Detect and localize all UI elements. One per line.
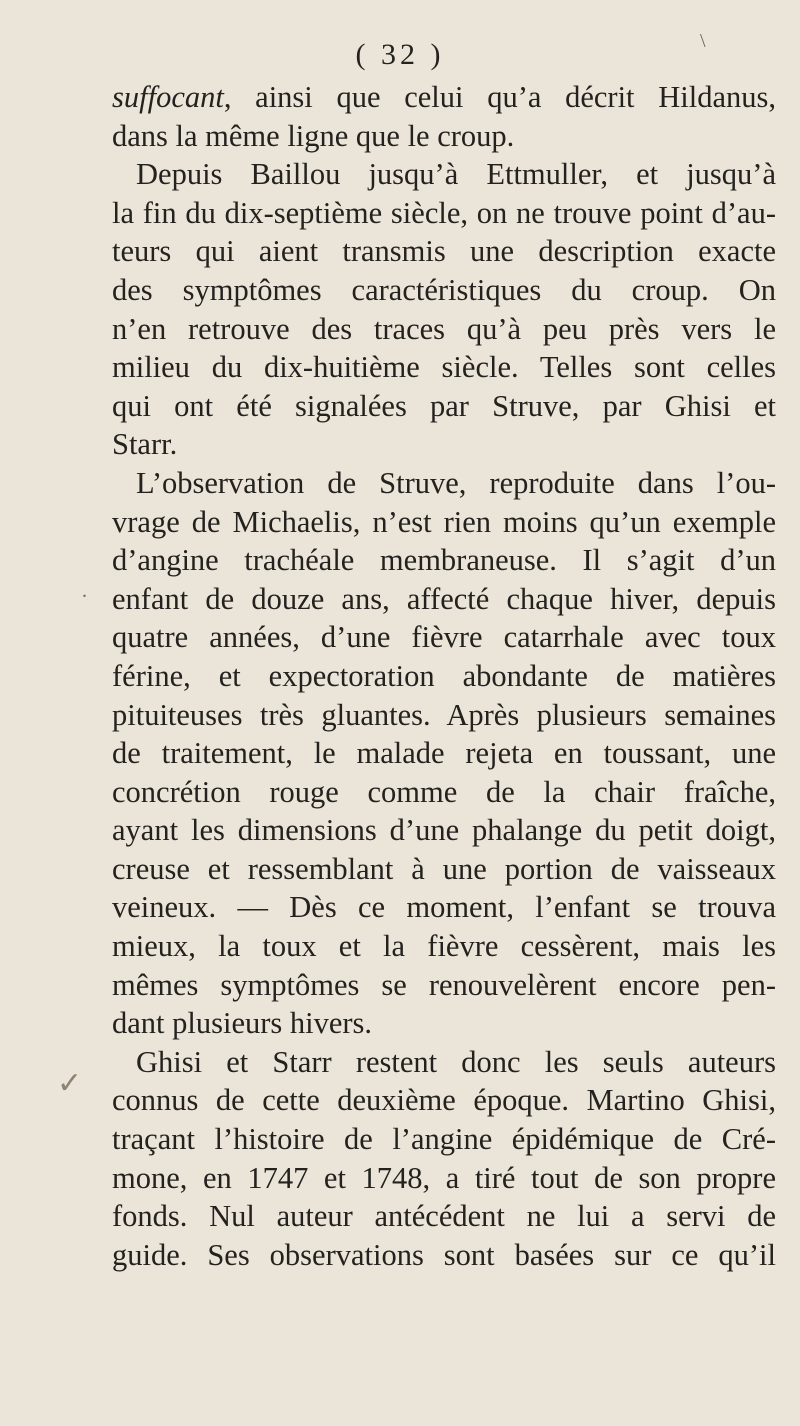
paragraph-start: Ghisi et Starr restent donc les seuls auteurs [136,1044,776,1079]
text-line: enfant de douze ans, affecté chaque hiver, depuis [112,581,776,616]
text-line-rest: , ainsi que celui qu’a décrit Hildanus, [223,80,776,114]
paragraph-start: Depuis Baillou jusqu’à Ettmuller, et jusqu’à [136,157,776,192]
margin-pencil-mark: ✓ [57,1067,83,1100]
text-line: la fin du dix-septième siècle, on ne trouve point d’au- [112,195,776,230]
text-line: teurs qui aient transmis une description exacte [112,234,776,269]
text-line: n’en retrouve des traces qu’à peu près vers le [112,311,776,346]
text-line: traçant l’histoire de l’angine épidémique de Cré- [112,1122,776,1157]
text-line: dant plusieurs hivers. [112,1006,373,1041]
text-line: dans la même ligne que le croup. [112,118,515,153]
text-line: guide. Ses observations sont basées sur ce qu’il [112,1237,776,1272]
text-line: férine, et expectoration abondante de matières [112,658,776,693]
text-line: qui ont été signalées par Struve, par Ghisi et [112,388,776,423]
text-line [112,78,776,117]
margin-dot: . [82,580,87,602]
text-line: de traitement, le malade rejeta en toussant, une [112,736,776,771]
text-line: mieux, la toux et la fièvre cessèrent, mais les [112,929,776,964]
text-line: vrage de Michaelis, n’est rien moins qu’un exemple [112,504,776,539]
text-line: concrétion rouge comme de la chair fraîche, [112,774,776,809]
text-line: mone, en 1747 et 1748, a tiré tout de son propre [112,1160,776,1195]
page-number: ( 32 ) [355,38,445,71]
text-line: creuse et ressemblant à une portion de vaisseaux [112,851,776,886]
text-line: fonds. Nul auteur antécédent ne lui a servi de [112,1199,776,1234]
text-line: d’angine trachéale membraneuse. Il s’agit d’un [112,543,776,578]
stray-mark-top-right: \ [700,30,706,52]
text-line: mêmes symptômes se renouvelèrent encore pen- [112,967,776,1002]
italic-word: suffocant [112,80,224,114]
text-line: pituiteuses très gluantes. Après plusieurs semaines [112,697,776,732]
text-line: connus de cette deuxième époque. Martino Ghisi, [112,1083,776,1118]
text-line: Starr. [112,427,178,462]
paragraph-start: L’observation de Struve, reproduite dans l’ou- [136,465,776,500]
text-line: veineux. — Dès ce moment, l’enfant se trouva [112,890,776,925]
text-line: milieu du dix-huitième siècle. Telles sont celles [112,350,776,385]
text-line: des symptômes caractéristiques du croup. On [112,272,776,307]
body-text [112,78,776,1274]
text-line: ayant les dimensions d’une phalange du petit doigt, [112,813,776,848]
text-line: quatre années, d’une fièvre catarrhale avec toux [112,620,776,655]
